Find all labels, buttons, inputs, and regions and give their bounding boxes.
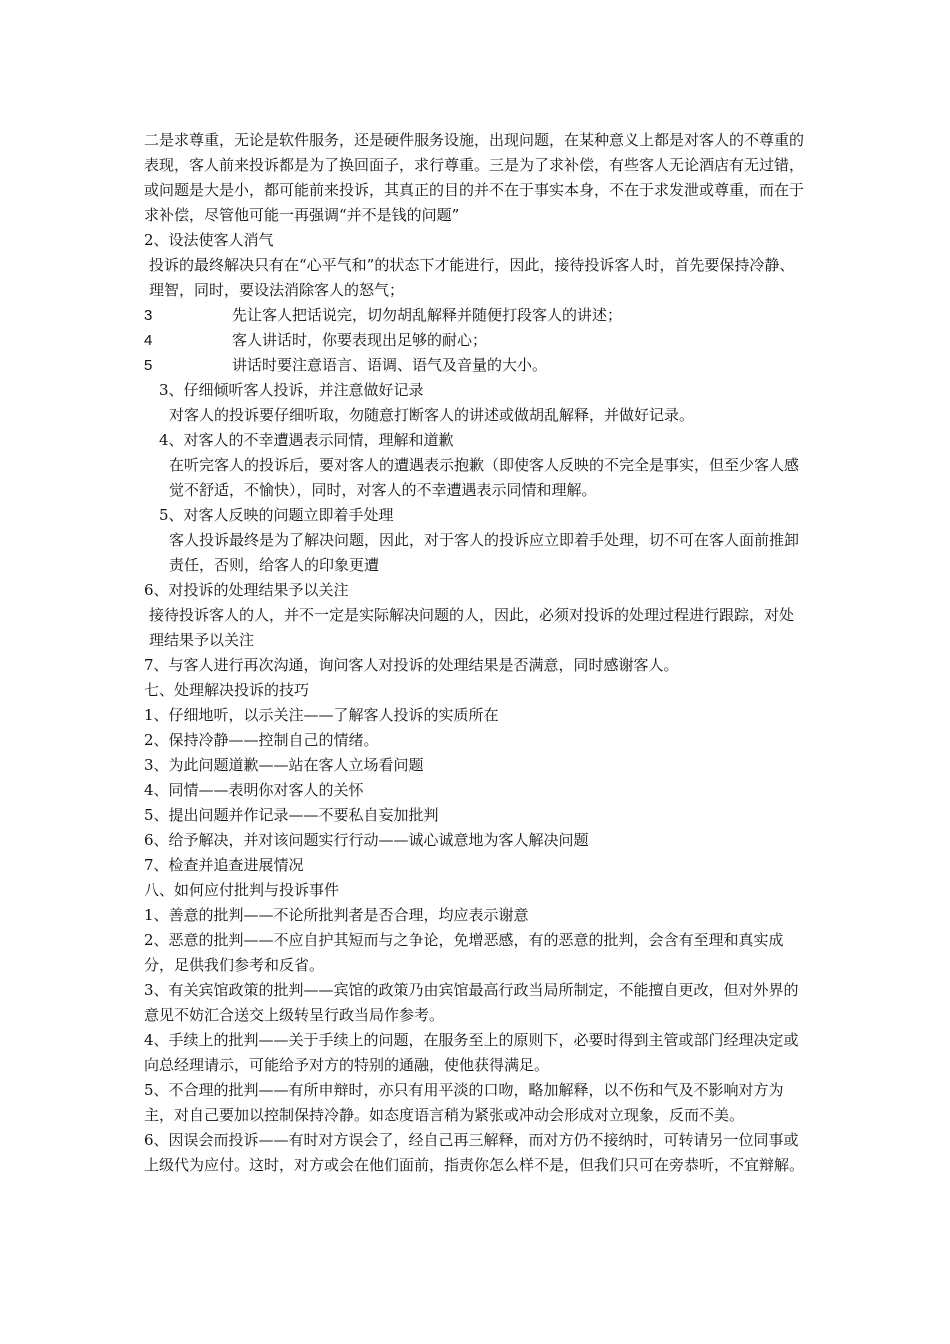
paragraph: 5、提出问题并作记录——不要私自妄加批判 bbox=[144, 806, 439, 824]
document-body bbox=[144, 128, 808, 1178]
paragraph-text: 客人讲话时，你要表现出足够的耐心； bbox=[232, 331, 488, 349]
paragraph: 2、设法使客人消气 bbox=[144, 231, 274, 249]
paragraph-number: 4 bbox=[144, 332, 153, 349]
paragraph: 投诉的最终解决只有在“心平气和”的状态下才能进行，因此，接待投诉客人时，首先要保持冷静、理智，同时，要设法消除客人的怒气； bbox=[149, 256, 795, 299]
paragraph: 客人投诉最终是为了解决问题，因此，对于客人的投诉应立即着手处理，切不可在客人面前推卸责任，否则，给客人的印象更遭 bbox=[169, 531, 800, 574]
paragraph-number: 3 bbox=[144, 307, 153, 324]
numbered-paragraph bbox=[144, 303, 808, 328]
paragraph: 2、保持冷静——控制自己的情绪。 bbox=[144, 731, 379, 749]
numbered-paragraph bbox=[144, 353, 808, 378]
paragraph: 4、对客人的不幸遭遇表示同情，理解和道歉 bbox=[159, 431, 454, 449]
paragraph: 6、对投诉的处理结果予以关注 bbox=[144, 581, 349, 599]
paragraph: 4、同情——表明你对客人的关怀 bbox=[144, 781, 364, 799]
paragraph: 2、恶意的批判——不应自护其短而与之争论，免增恶感，有的恶意的批判，会含有至理和真实成分，足供我们参考和反省。 bbox=[144, 931, 784, 974]
paragraph: 6、因误会而投诉——有时对方误会了，经自己再三解释，而对方仍不接纳时，可转请另一位同事或上级代为应付。这时，对方或会在他们面前，指责你怎么样不是，但我们只可在旁恭听，不宜辩解。 bbox=[144, 1131, 805, 1174]
paragraph: 接待投诉客人的人，并不一定是实际解决问题的人，因此，必须对投诉的处理过程进行跟踪，对处理结果予以关注 bbox=[149, 606, 795, 649]
paragraph: 7、与客人进行再次沟通，询问客人对投诉的处理结果是否满意，同时感谢客人。 bbox=[144, 656, 679, 674]
paragraph: 1、善意的批判——不论所批判者是否合理，均应表示谢意 bbox=[144, 906, 529, 924]
paragraph: 在听完客人的投诉后，要对客人的遭遇表示抱歉（即使客人反映的不完全是事实，但至少客人感觉不舒适，不愉快），同时，对客人的不幸遭遇表示同情和理解。 bbox=[169, 456, 800, 499]
paragraph-text: 讲话时要注意语言、语调、语气及音量的大小。 bbox=[232, 356, 548, 374]
paragraph: 3、有关宾馆政策的批判——宾馆的政策乃由宾馆最高行政当局所制定，不能擅自更改，但对外界的意见不妨汇合送交上级转呈行政当局作参考。 bbox=[144, 981, 799, 1024]
paragraph: 七、处理解决投诉的技巧 bbox=[144, 681, 310, 699]
paragraph: 7、检查并追查进展情况 bbox=[144, 856, 304, 874]
paragraph: 3、仔细倾听客人投诉，并注意做好记录 bbox=[159, 381, 424, 399]
paragraph-number: 5 bbox=[144, 357, 153, 374]
paragraph: 八、如何应付批判与投诉事件 bbox=[144, 881, 340, 899]
paragraph: 1、仔细地听，以示关注——了解客人投诉的实质所在 bbox=[144, 706, 499, 724]
paragraph: 6、给予解决，并对该问题实行行动——诚心诚意地为客人解决问题 bbox=[144, 831, 589, 849]
paragraph: 二是求尊重，无论是软件服务，还是硬件服务设施，出现问题，在某种意义上都是对客人的不尊重的表现，客人前来投诉都是为了换回面子，求行尊重。三是为了求补偿，有些客人无论酒店有无过错，或问题是大是小，都可能前来投诉，其真正的目的并不在于事实本身，不在于求发泄或尊重，而在于求补偿，尽管他可能一再强调“并不是钱的问题” bbox=[144, 131, 805, 224]
numbered-paragraph bbox=[144, 328, 808, 353]
paragraph: 5、不合理的批判——有所申辩时，亦只有用平淡的口吻，略加解释，以不伤和气及不影响对方为主，对自己要加以控制保持冷静。如态度语言稍为紧张或冲动会形成对立现象，反而不美。 bbox=[144, 1081, 784, 1124]
paragraph: 对客人的投诉要仔细听取，勿随意打断客人的讲述或做胡乱解释，并做好记录。 bbox=[169, 406, 695, 424]
paragraph: 5、对客人反映的问题立即着手处理 bbox=[159, 506, 394, 524]
paragraph: 4、手续上的批判——关于手续上的问题，在服务至上的原则下，必要时得到主管或部门经理决定或向总经理请示，可能给予对方的特别的通融，使他获得满足。 bbox=[144, 1031, 799, 1074]
paragraph-text: 先让客人把话说完，切勿胡乱解释并随便打段客人的讲述； bbox=[232, 306, 623, 324]
paragraph: 3、为此问题道歉——站在客人立场看问题 bbox=[144, 756, 424, 774]
